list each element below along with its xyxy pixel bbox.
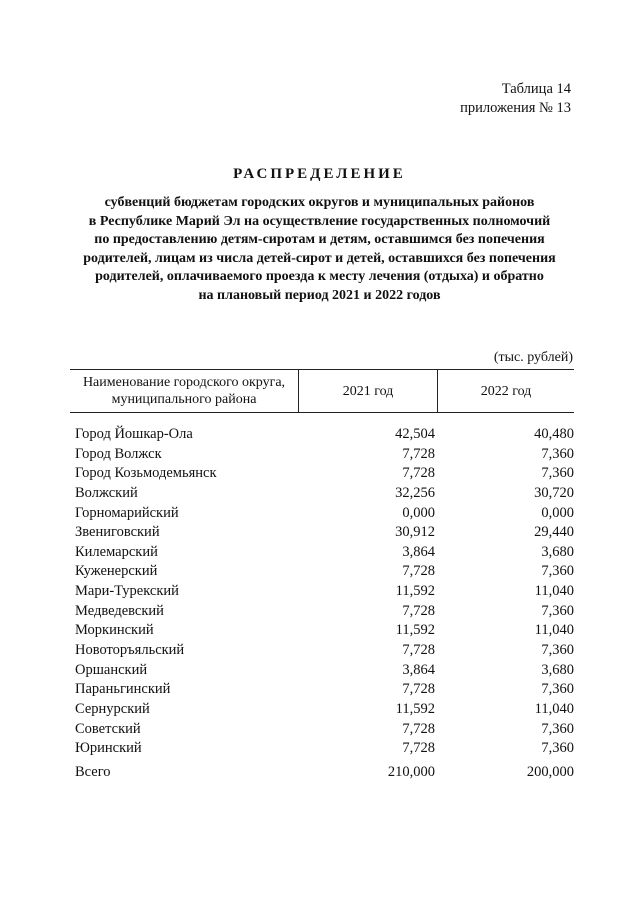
district-name: Моркинский xyxy=(75,622,154,639)
header-name-line-2: муниципального района xyxy=(111,392,257,407)
district-name: Город Волжск xyxy=(75,445,162,462)
total-label: Всего xyxy=(75,764,111,780)
header-name-line-1: Наименование городского округа, xyxy=(82,375,286,390)
table-row xyxy=(75,720,575,740)
value-2021: 42,504 xyxy=(395,426,435,442)
table-row xyxy=(75,641,575,661)
table-row xyxy=(75,523,575,543)
document-subtitle xyxy=(40,194,599,306)
district-name: Юринский xyxy=(75,740,142,757)
value-2022: 3,680 xyxy=(541,543,574,560)
value-2022: 11,040 xyxy=(534,700,574,717)
district-name: Горномарийский xyxy=(75,504,179,521)
value-2021: 7,728 xyxy=(402,465,435,482)
value-2022: 7,360 xyxy=(541,563,574,580)
value-2022: 7,360 xyxy=(541,720,574,737)
district-name: Параньгинский xyxy=(75,681,171,698)
district-name: Оршанский xyxy=(75,661,148,678)
value-2022: 30,720 xyxy=(534,484,574,501)
value-2022: 29,440 xyxy=(534,524,574,541)
table-row xyxy=(75,700,575,720)
value-2021: 7,728 xyxy=(402,563,435,580)
subtitle-line: субвенций бюджетам городских округов и муниципальных районов xyxy=(104,195,535,210)
value-2022: 11,040 xyxy=(534,583,574,600)
table-row xyxy=(75,562,575,582)
value-2022: 40,480 xyxy=(534,426,574,442)
total-2021-value: 210,000 xyxy=(387,764,435,780)
value-2021: 11,592 xyxy=(395,700,435,717)
value-2022: 11,040 xyxy=(534,622,574,639)
value-2022: 7,360 xyxy=(541,602,574,619)
value-2021: 3,864 xyxy=(402,543,435,560)
district-name: Мари-Турекский xyxy=(75,583,179,600)
value-2021: 7,728 xyxy=(402,642,435,659)
value-2021: 32,256 xyxy=(395,484,435,501)
subtitle-line: родителей, оплачиваемого проезда к месту лечения (отдыха) и обратно xyxy=(95,269,544,285)
table-row xyxy=(75,484,575,504)
document-heading: РАСПРЕДЕЛЕНИЕ xyxy=(233,166,406,182)
value-2022: 7,360 xyxy=(541,642,574,659)
district-name: Звениговский xyxy=(75,524,160,541)
table-header xyxy=(70,369,574,413)
table-row xyxy=(75,543,575,563)
table-row xyxy=(75,661,575,681)
district-name: Медведевский xyxy=(75,602,164,619)
table-row xyxy=(75,680,575,700)
value-2022: 7,360 xyxy=(541,445,574,462)
district-name: Город Козьмодемьянск xyxy=(75,465,217,482)
value-2022: 0,000 xyxy=(541,504,574,521)
subtitle-line: по предоставлению детям-сиротам и детям, оставшимся без попечения xyxy=(94,232,545,248)
subtitle-line: родителей, лицам из числа детей-сирот и детей, оставшихся без попечения xyxy=(83,250,556,266)
subtitle-line: на плановый период 2021 и 2022 годов xyxy=(198,287,441,303)
reference-line-1: Таблица 14 xyxy=(501,81,571,97)
header-name-column xyxy=(70,370,299,412)
reference-line-2: приложения № 13 xyxy=(460,100,571,116)
district-name: Город Йошкар-Ола xyxy=(75,426,193,442)
value-2021: 30,912 xyxy=(395,524,435,541)
value-2021: 11,592 xyxy=(395,622,435,639)
value-2021: 7,728 xyxy=(402,720,435,737)
table-row xyxy=(75,425,575,445)
value-2021: 7,728 xyxy=(402,602,435,619)
header-2022-column: 2022 год xyxy=(480,383,532,399)
value-2021: 3,864 xyxy=(402,661,435,678)
district-name: Килемарский xyxy=(75,543,158,560)
district-name: Новоторъяльский xyxy=(75,642,185,659)
title-block xyxy=(40,164,599,306)
table-row xyxy=(75,739,575,759)
table-reference xyxy=(460,80,571,118)
value-2022: 7,360 xyxy=(541,465,574,482)
value-2021: 0,000 xyxy=(402,504,435,521)
value-2022: 3,680 xyxy=(541,661,574,678)
table-row xyxy=(75,602,575,622)
district-name: Советский xyxy=(75,720,141,737)
district-name: Сернурский xyxy=(75,700,150,717)
subtitle-line: в Республике Марий Эл на осуществление государственных полномочий xyxy=(88,213,551,229)
value-2021: 7,728 xyxy=(402,445,435,462)
table-row xyxy=(75,445,575,465)
value-2022: 7,360 xyxy=(541,681,574,698)
table-row xyxy=(75,621,575,641)
value-2021: 7,728 xyxy=(402,681,435,698)
table-total-row xyxy=(75,762,575,782)
table-row xyxy=(75,582,575,602)
table-body xyxy=(75,425,575,759)
value-2022: 7,360 xyxy=(541,740,574,757)
units-label: (тыс. рублей) xyxy=(493,350,573,365)
district-name: Волжский xyxy=(75,484,138,501)
total-2022-value: 200,000 xyxy=(526,764,574,780)
table-row xyxy=(75,504,575,524)
value-2021: 7,728 xyxy=(402,740,435,757)
table-row xyxy=(75,464,575,484)
district-name: Куженерский xyxy=(75,563,158,580)
header-2021-column: 2021 год xyxy=(299,370,438,412)
value-2021: 11,592 xyxy=(395,583,435,600)
